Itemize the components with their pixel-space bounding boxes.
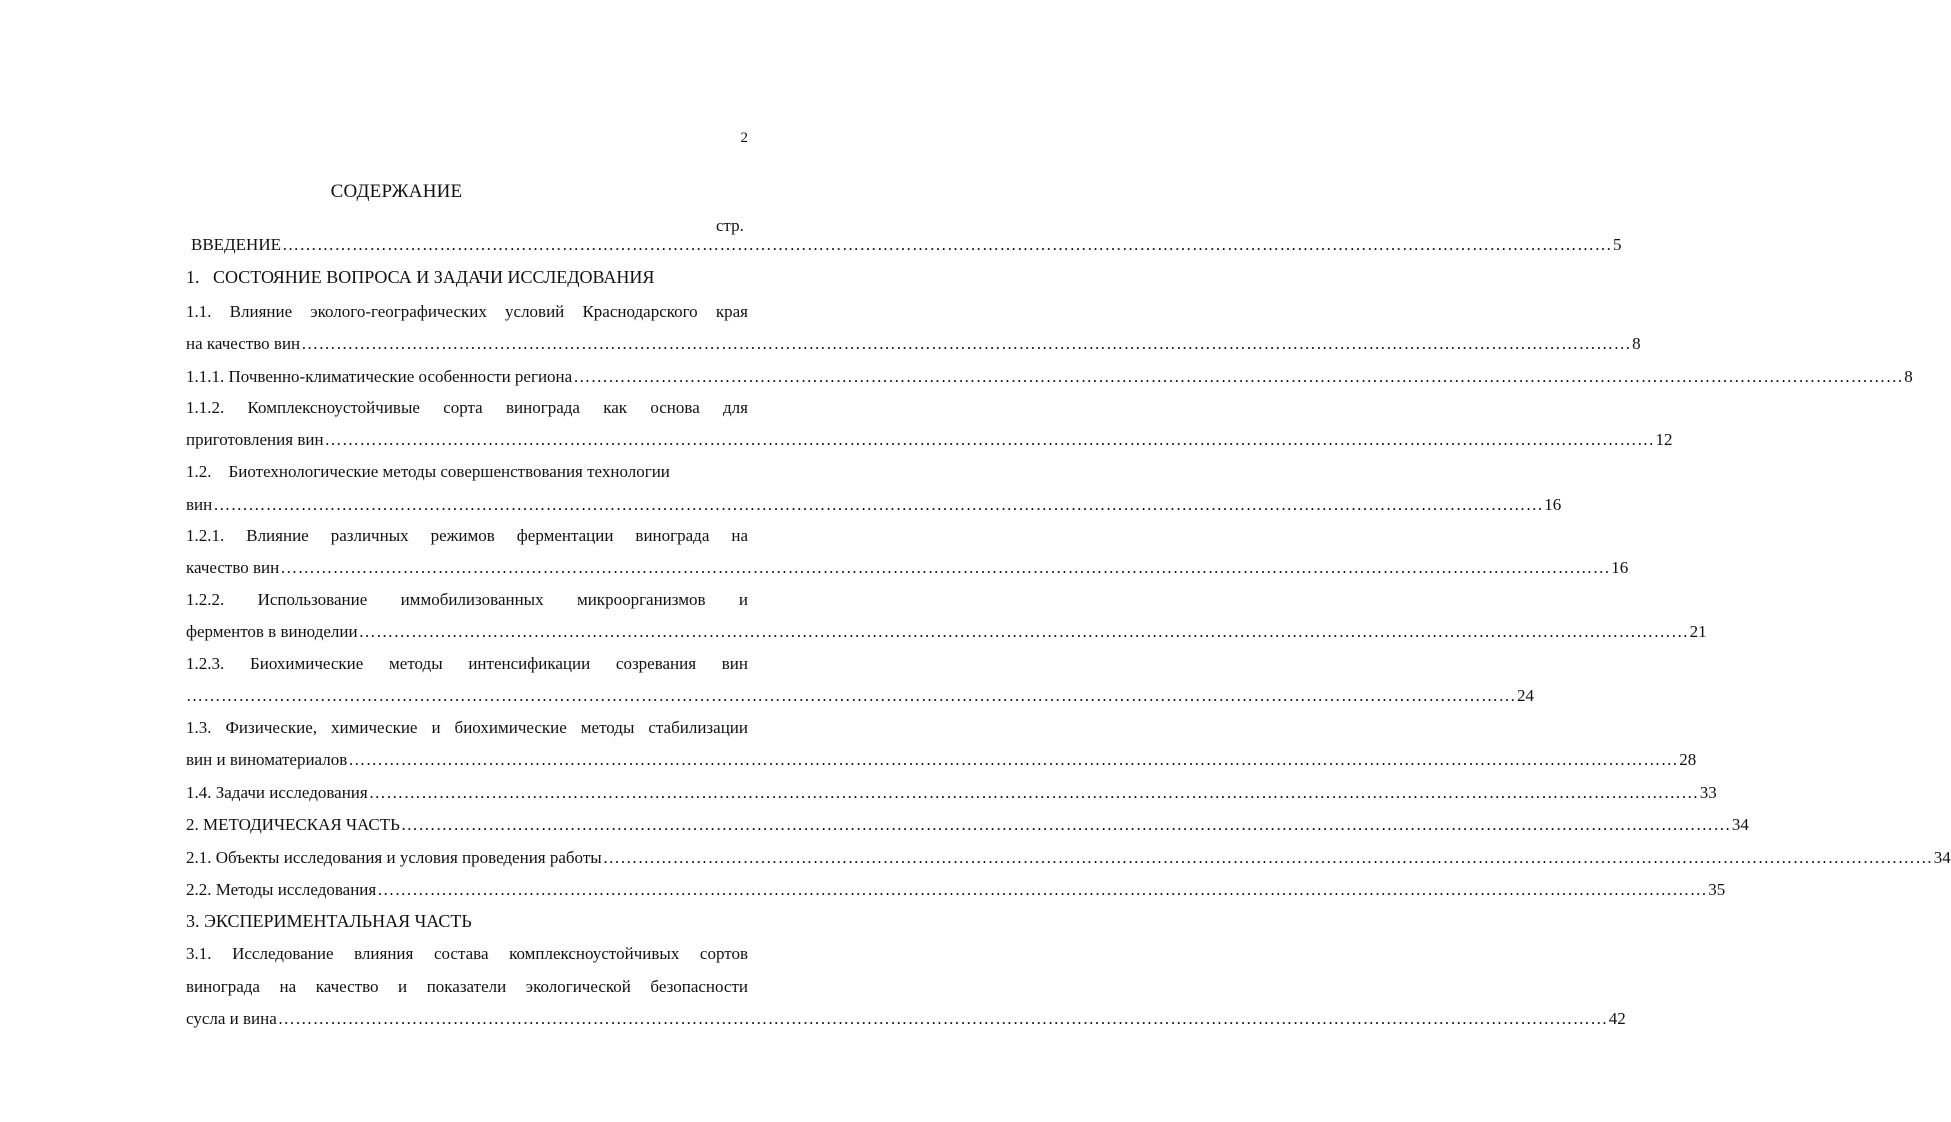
- toc-title: СОДЕРЖАНИЕ: [330, 181, 463, 202]
- toc-entry-1-2-2-line1[interactable]: [186, 590, 748, 610]
- toc-page-ref: 24: [1517, 686, 1534, 705]
- dot-leader: …………………………………………………………………………………………………………………………………………………………………………………………………………: [602, 848, 1933, 867]
- toc-entry-3-1-line1[interactable]: [186, 944, 748, 964]
- toc-entry-1-2-3-line2[interactable]: [186, 686, 1534, 706]
- toc-page-ref: 21: [1689, 622, 1707, 641]
- dot-leader: …………………………………………………………………………………………………………………………………………………………………………………………………………: [377, 880, 1708, 899]
- toc-entry-text: 1.2.2. Использование иммобилизованных микроорганизмов и: [186, 590, 748, 609]
- toc-entry-text: 3.1. Исследование влияния состава комплексноустойчивых сортов: [186, 944, 748, 963]
- toc-entry-text: 1.1.1. Почвенно-климатические особенности региона: [186, 367, 573, 386]
- toc-page-ref: 35: [1708, 880, 1726, 899]
- toc-entry-text: 3. ЭКСПЕРИМЕНТАЛЬНАЯ ЧАСТЬ: [186, 911, 472, 931]
- dot-leader: …………………………………………………………………………………………………………………………………………………………………………………………………………: [324, 430, 1655, 449]
- toc-entry-1-3-line2[interactable]: [186, 750, 1697, 770]
- toc-entry-text: 1.4. Задачи исследования: [186, 783, 368, 802]
- toc-entry-text: 1. СОСТОЯНИЕ ВОПРОСА И ЗАДАЧИ ИССЛЕДОВАНИЯ: [186, 267, 655, 287]
- dot-leader: …………………………………………………………………………………………………………………………………………………………………………………………………………: [186, 686, 1516, 705]
- toc-entry-1-2-line1[interactable]: [186, 462, 670, 482]
- toc-section-2[interactable]: [186, 815, 1749, 835]
- toc-entry-text: 1.2.3. Биохимические методы интенсификации созревания вин: [186, 654, 748, 673]
- toc-entry-3-1-line3[interactable]: [186, 1009, 1626, 1029]
- dot-leader: …………………………………………………………………………………………………………………………………………………………………………………………………………: [368, 783, 1699, 802]
- toc-entry-text: ферментов в виноделии: [186, 622, 358, 641]
- toc-entry-1-2-2-line2[interactable]: [186, 622, 1707, 642]
- toc-entry-1-2-1-line2[interactable]: [186, 558, 1629, 578]
- dot-leader: …………………………………………………………………………………………………………………………………………………………………………………………………………: [573, 367, 1904, 386]
- dot-leader: …………………………………………………………………………………………………………………………………………………………………………………………………………: [213, 495, 1544, 514]
- toc-entry-text: 2.1. Объекты исследования и условия проведения работы: [186, 848, 602, 867]
- toc-entry-text: 1.2.1. Влияние различных режимов ферментации винограда на: [186, 526, 748, 545]
- toc-entry-text: ВВЕДЕНИЕ: [191, 235, 281, 254]
- toc-page-ref: 42: [1608, 1009, 1626, 1028]
- page-number: 2: [740, 130, 748, 146]
- toc-entry-1-2-line2[interactable]: [186, 495, 1562, 515]
- toc-page-ref: 8: [1904, 367, 1913, 386]
- dot-leader: …………………………………………………………………………………………………………………………………………………………………………………………………………: [400, 815, 1731, 834]
- page-column-label: стр.: [716, 216, 744, 235]
- toc-entry-text: качество вин: [186, 558, 280, 577]
- toc-entry-3-1-line2[interactable]: [186, 977, 748, 997]
- toc-entry-1-1-2-line2[interactable]: [186, 430, 1673, 450]
- toc-entry-text: 1.1.2. Комплексноустойчивые сорта винограда как основа для: [186, 398, 748, 417]
- toc-entry-introduction[interactable]: [191, 235, 1622, 255]
- toc-entry-text: приготовления вин: [186, 430, 324, 449]
- toc-entry-1-4[interactable]: [186, 783, 1717, 803]
- toc-page-ref: 8: [1632, 334, 1641, 353]
- toc-entry-1-1-2-line1[interactable]: [186, 398, 748, 418]
- toc-entry-text: 2. МЕТОДИЧЕСКАЯ ЧАСТЬ: [186, 815, 400, 834]
- toc-page-ref: 34: [1933, 848, 1951, 867]
- dot-leader: …………………………………………………………………………………………………………………………………………………………………………………………………………: [301, 334, 1632, 353]
- toc-entry-text: винограда на качество и показатели экологической безопасности: [186, 977, 748, 996]
- toc-entry-2-2[interactable]: [186, 880, 1726, 900]
- dot-leader: …………………………………………………………………………………………………………………………………………………………………………………………………………: [277, 1009, 1608, 1028]
- toc-page-ref: 28: [1679, 750, 1697, 769]
- toc-entry-1-1-line1[interactable]: [186, 302, 748, 322]
- toc-page-ref: 5: [1612, 235, 1622, 254]
- toc-entry-text: 1.1. Влияние эколого-географических условий Краснодарского края: [186, 302, 748, 321]
- toc-page-ref: 16: [1544, 495, 1562, 514]
- toc-page-ref: 16: [1611, 558, 1629, 577]
- toc-entry-text: вин: [186, 495, 213, 514]
- toc-page-ref: 34: [1731, 815, 1749, 834]
- toc-entry-1-3-line1[interactable]: [186, 718, 748, 738]
- toc-page-ref: 33: [1699, 783, 1717, 802]
- toc-entry-1-2-1-line1[interactable]: [186, 526, 748, 546]
- toc-entry-text: 1.3. Физические, химические и биохимические методы стабилизации: [186, 718, 748, 737]
- toc-entry-1-2-3-line1[interactable]: [186, 654, 748, 674]
- dot-leader: …………………………………………………………………………………………………………………………………………………………………………………………………………: [348, 750, 1679, 769]
- toc-entry-text: 2.2. Методы исследования: [186, 880, 377, 899]
- toc-page-ref: 12: [1655, 430, 1673, 449]
- dot-leader: …………………………………………………………………………………………………………………………………………………………………………………………………………: [280, 558, 1611, 577]
- toc-entry-2-1[interactable]: [186, 848, 1951, 868]
- dot-leader: …………………………………………………………………………………………………………………………………………………………………………………………………………: [358, 622, 1689, 641]
- toc-entry-text: сусла и вина: [186, 1009, 277, 1028]
- dot-leader: …………………………………………………………………………………………………………………………………………………………………………………………………………: [281, 235, 1612, 254]
- toc-entry-text: на качество вин: [186, 334, 301, 353]
- toc-entry-text: вин и виноматериалов: [186, 750, 348, 769]
- toc-entry-1-1-1[interactable]: [186, 367, 1913, 387]
- toc-section-3[interactable]: [186, 911, 472, 931]
- toc-entry-1-1-line2[interactable]: [186, 334, 1641, 354]
- toc-entry-text: 1.2. Биотехнологические методы совершенствования технологии: [186, 462, 670, 481]
- toc-section-1[interactable]: [186, 267, 654, 287]
